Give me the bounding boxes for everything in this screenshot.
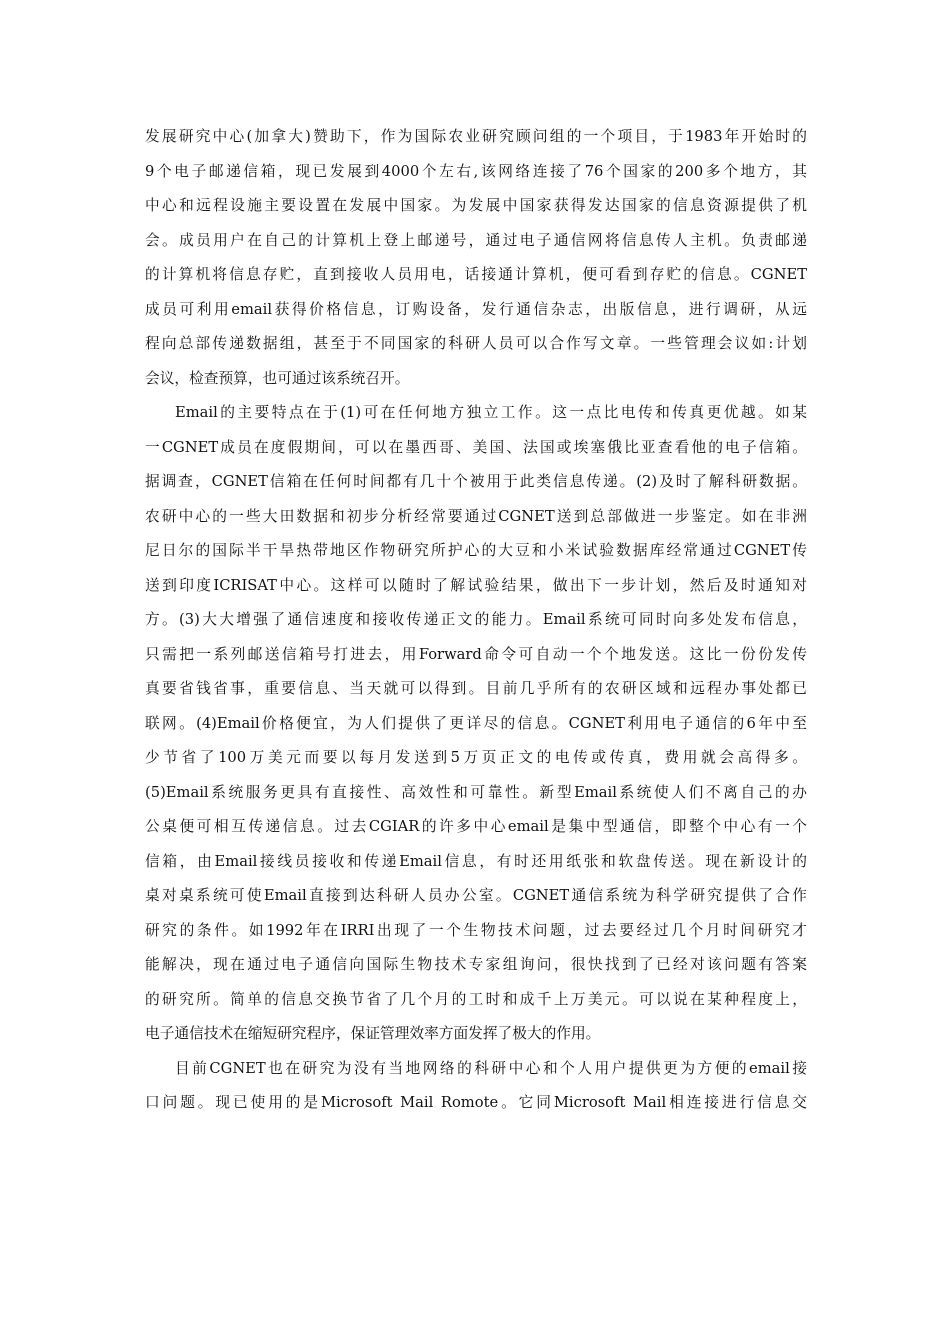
text-line: 公桌便可相互传递信息。过去CGIAR的许多中心email是集中型通信，即整个中心有一个 [145,818,807,835]
text-line: 程向总部传递数据组，甚至于不同国家的科研人员可以合作写文章。一些管理会议如:计划 [145,335,807,352]
text-line: 发展研究中心(加拿大)赞助下，作为国际农业研究顾问组的一个项目，于1983年开始时的 [145,128,807,145]
text-line: 送到印度ICRISAT中心。这样可以随时了解试验结果，做出下一步计划，然后及时通知对 [145,576,807,594]
text-line: 农研中心的一些大田数据和初步分析经常要通过CGNET送到总部做进一步鉴定。如在非洲 [145,507,807,525]
text-line: 一CGNET成员在度假期间，可以在墨西哥、美国、法国或埃塞俄比亚查看他的电子信箱。 [145,438,807,456]
body-text [145,120,807,1121]
text-line: 会。成员用户在自己的计算机上登上邮递号，通过电子通信网将信息传人主机。负责邮递 [145,231,807,249]
text-line: (5)Email系统服务更具有直接性、高效性和可靠性。新型Email系统使人们不离自己的办 [145,783,807,801]
text-line: 真要省钱省事，重要信息、当天就可以得到。目前几乎所有的农研区域和远程办事处都已 [145,680,807,697]
text-line: 据调查，CGNET信箱在任何时间都有几十个被用于此类信息传递。(2)及时了解科研数据。 [145,473,807,490]
text-line: 成员可利用email获得价格信息，订购设备，发行通信杂志，出版信息，进行调研，从远 [145,300,807,318]
text-line: 中心和远程设施主要设置在发展中国家。为发展中国家获得发达国家的信息资源提供了机 [145,197,807,214]
text-line: 能解决，现在通过电子通信向国际生物技术专家组询问，很快找到了已经对该问题有答案 [145,956,807,973]
text-line: 只需把一系列邮送信箱号打进去，用Forward命令可自动一个个地发送。这比一份份发传 [145,645,807,663]
text-line: Email的主要特点在于(1)可在任何地方独立工作。这一点比电传和传真更优越。如某 [175,404,807,421]
text-line: 目前CGNET也在研究为没有当地网络的科研中心和个人用户提供更为方便的email接 [175,1059,807,1077]
text-line: 的研究所。简单的信息交换节省了几个月的工时和成千上万美元。可以说在某种程度上， [145,990,807,1008]
text-line: 研究的条件。如1992年在IRRI出现了一个生物技术问题，过去要经过几个月时间研究才 [145,921,807,939]
text-line: 联网。(4)Email价格便宜，为人们提供了更详尽的信息。CGNET利用电子通信的6年中至 [145,714,807,732]
text-line: 桌对桌系统可使Email直接到达科研人员办公室。CGNET通信系统为科学研究提供了合作 [145,887,807,904]
text-line: 电子通信技术在缩短研究程序，保证管理效率方面发挥了极大的作用。 [145,1025,601,1042]
text-line: 尼日尔的国际半干旱热带地区作物研究所护心的大豆和小米试验数据库经常通过CGNET传 [145,542,807,559]
text-line: 口问题。现已使用的是Microsoft Mail Romote。它同Microsoft Mail相连接进行信息交 [145,1094,807,1111]
text-line: 信箱，由Email接线员接收和传递Email信息，有时还用纸张和软盘传送。现在新设计的 [145,852,807,870]
text-line: 9个电子邮递信箱，现已发展到4000个左右,该网络连接了76个国家的200多个地方，其 [145,162,807,180]
text-line: 的计算机将信息存贮，直到接收人员用电，话接通计算机，便可看到存贮的信息。CGNET [145,266,807,283]
text-line: 会议，检查预算，也可通过该系统召开。 [145,369,410,387]
text-line: 方。(3)大大增强了通信速度和接收传递正文的能力。Email系统可同时向多处发布信息， [145,611,807,628]
text-line: 少节省了100万美元而要以每月发送到5万页正文的电传或传真，费用就会高得多。 [145,749,807,766]
